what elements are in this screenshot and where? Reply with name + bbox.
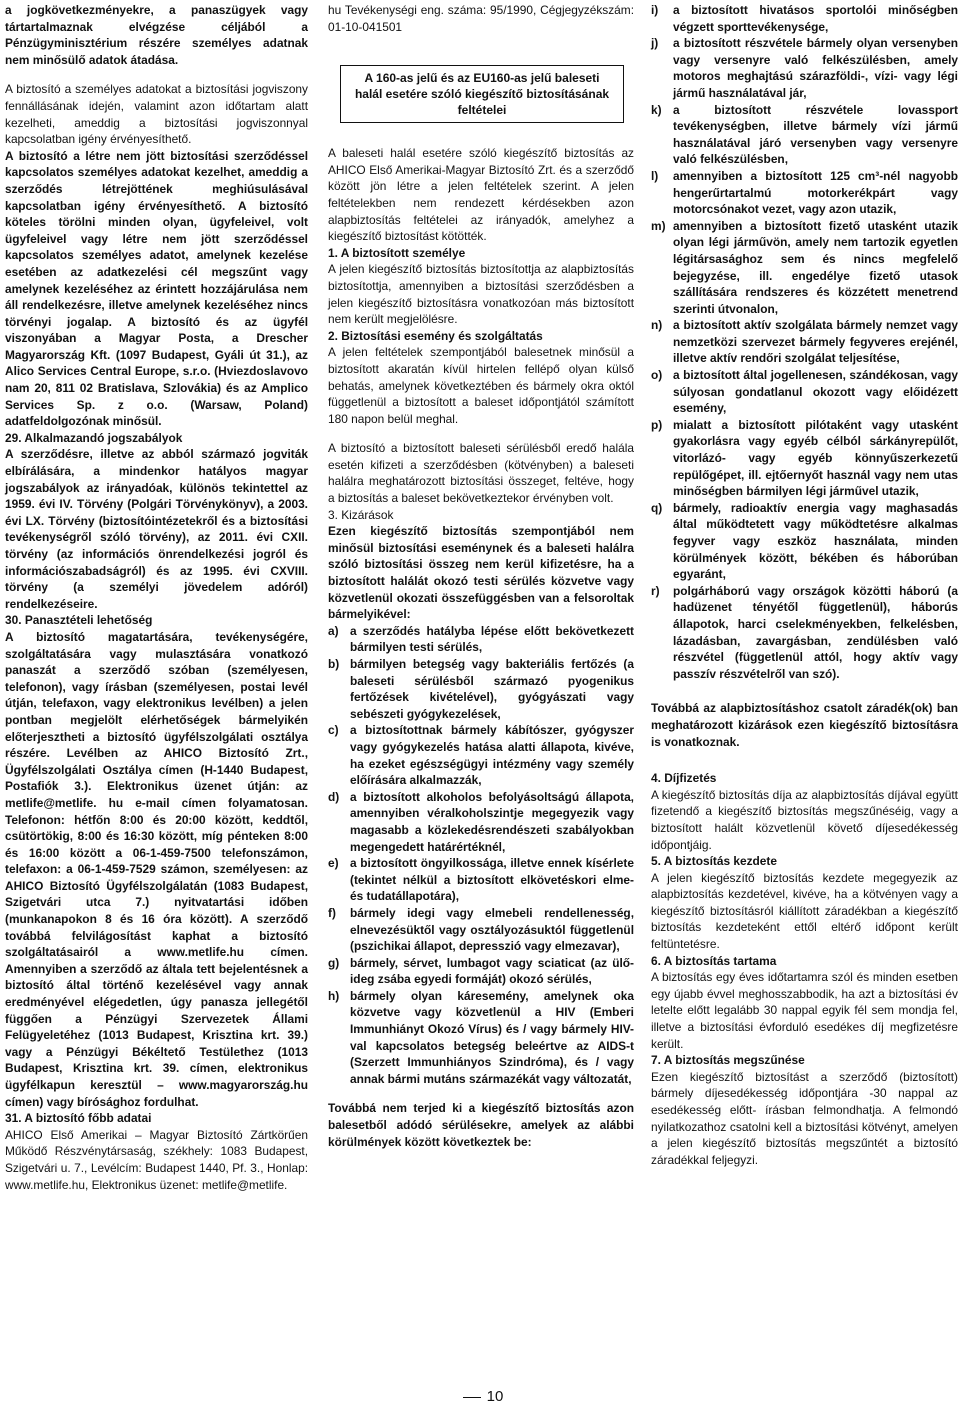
section-2-body-a: A jelen feltételek szempontjából balesetnek minősül a biztosított akaratán kívül hirtelen fellépő olyan külső behatás, amelynek következtében és bármely okra októl függetlenül a biztosított a baleset időpontjától számított 180 napon belül meghal. bbox=[328, 345, 634, 426]
section-3-heading: 3. Kizárások bbox=[328, 507, 394, 522]
registration-info: hu Tevékenységi eng. száma: 95/1990, Cégjegyzékszám: 01-10-041501 bbox=[328, 3, 634, 34]
intro-text: a jogkövetkezményekre, a panaszügyek vagy tártartalmaznak elvégzése céljából a Pénzügyminisztérium részére személyes adatnak nem minősülő adatok átadása. bbox=[5, 3, 308, 67]
data-deletion-body: A biztosító köteles törölni minden olyan, ügyfeleivel, volt ügyfeleivel vagy létre nem jött szerződéssel kapcsolatos személyes adatot, amelynek kezelése esetében az adatkezelési cél megszűnt vagy amelynek kezeléséhez az érintett hozzájárulása nem áll rendelkezésre, illetve amelynek kezeléséhez nincs törvényi jogalap. A biztosító és az ügyfél viszonyában a Magyar Posta, a Drescher Magyarország Kft. (1097 Budapest, Gyáli út 31.), az Alico Services Central Europe, s.r.o. (Hviezdoslavovo nam 20, 811 02 Bratislava, Szlovákia) és az Amplico Services Sp. z o.o. (Warsaw, Poland) adatfeldolgozónak minősül. bbox=[5, 198, 308, 429]
exclusions-list-i-r bbox=[651, 2, 958, 682]
section-7-heading: 7. A biztosítás megszűnése bbox=[651, 1053, 805, 1068]
section-2-body-b: A biztosító a biztosított baleseti sérülésből eredő halála esetén kifizeti a szerződésben (kötvényben) a baleseti halálra meghatározott biztosítási összeget, feltéve, hogy a biztosítás a baleset bekövetkeztekor érvényben volt. bbox=[328, 441, 634, 506]
section-4-body: A kiegészítő biztosítás díja az alapbiztosítás díjával együtt fizetendő a kiegészítő biztosítás megszűnéséig, vagy a biztosított halált közvetlenül követő díjesedékesség időpontjáig. bbox=[651, 787, 958, 852]
list-item: b) bármilyen betegség vagy bakteriális fertőzés (a baleseti sérülésből származó pyogenikus fertőzések kivételével), gyógyászati vagy sebészeti gyógykezelések, bbox=[328, 657, 634, 721]
page-number-dash bbox=[463, 1397, 481, 1398]
page-number bbox=[0, 1388, 960, 1406]
intro-paragraph: A baleseti halál esetére szóló kiegészítő biztosítás az AHICO Első Amerikai-Magyar Biztosító Zrt. és a szerződő között jön létre a jelen feltételek szerint. A jelen feltételekben nem rendezett kérdésekben azon alapbiztosítás feltételei az irányadók, amelyhez a kiegészítő biztosítást kötötték. bbox=[328, 146, 634, 244]
title-box bbox=[340, 65, 624, 123]
section-30-heading: 30. Panasztételi lehetőség bbox=[5, 613, 153, 628]
section-29-body: A szerződésre, illetve az abból származó jogviták elbírálására, a mindenkor hatályos magyar jogszabályok az irányadóak, különös tekintettel az 1959. évi IV. Törvény (Polgári Törvénykönyv), a 2003. évi LX. Törvény (biztosítóintézetekről és a biztosítási tevékenységről szóló törvény), az 2011. évi CXII. törvény (az információs önrendelkezési jogról és információszabadságról) és az 1995. évi CXVIII. törvény (a személyi jövedelem adóról) rendelkezéseire. bbox=[5, 447, 308, 611]
section-4-heading: 4. Díjfizetés bbox=[651, 771, 717, 786]
section-2-heading: 2. Biztosítási esemény és szolgáltatás bbox=[328, 328, 543, 343]
section-5-heading: 5. A biztosítás kezdete bbox=[651, 854, 777, 869]
list-item: a) a szerződés hatályba lépése előtt bekövetkezett bármilyen testi sérülés, bbox=[328, 623, 634, 655]
list-item: o) a biztosított által jogellenesen, szándékosan, vagy súlyosan gondatlanul okozott vagy előidézett esemény, bbox=[651, 368, 958, 416]
list-item: m) amennyiben a biztosított fizető utasként utazik olyan légi járművön, amely nem tartozik egyetlen légitársasághoz sem és nincs megfelelő bejegyzése, ill. engedélye fizető utasok szállítására rendszeres és közzétett menetrend szerinti útvonalon, bbox=[651, 218, 958, 316]
list-item: l) amennyiben a biztosított 125 cm³-nél nagyobb hengerűrtartalmú motorkerékpárt vagy motorcsónakot vezet, vagy azon utazik, bbox=[651, 168, 958, 217]
section-5-body: A jelen kiegészítő biztosítás kezdete megegyezik az alapbiztosítás kezdetével, kivéve, ha a kötvényen vagy a kiegészítő biztosításról kiállított záradékban a kiegészítő biztosítás kezdeteként ettől eltérő időpont került feltüntetésre. bbox=[651, 870, 958, 952]
list-item: h) bármely olyan káresemény, amelynek oka közvetve vagy közvetlenül a HIV (Emberi Immunhiányt Okozó Vírus) és / vagy bármely HIV-val kapcsolatos betegség beleértve az AIDS-t (Szerzett Immunhiányos Szindróma), és / vagy annak bármi mutáns származékát vagy változatát, bbox=[328, 988, 634, 1086]
data-deletion-paragraph bbox=[5, 148, 308, 430]
section-31-heading: 31. A biztosító főbb adatai bbox=[5, 1111, 152, 1126]
exclusions-outro: Továbbá nem terjed ki a kiegészítő biztosítás azon balesetből adódó sérülésekre, amelyek az alábbi körülmények között következtek be: bbox=[328, 1101, 634, 1149]
section-6-heading: 6. A biztosítás tartama bbox=[651, 953, 777, 968]
data-retention-paragraph: A biztosító a személyes adatokat a biztosítási jogviszony fennállásának idején, valamint azon időtartam alatt kezelheti, ameddig a biztosítási jogviszonnyal kapcsolatban igény érvényesíthető. bbox=[5, 82, 308, 147]
list-item: j) a biztosított részvétele bármely olyan versenyben vagy versenyre való felkészülésben, amely motoros meghajtású szárazföldi-, vízi- vagy légi jármű használatával jár, bbox=[651, 36, 958, 100]
list-item: p) mialatt a biztosított pilótaként vagy utasként gyakorlásra vagy egyéb célból sárkányrepülőt, vitorlázó- vagy egyéb könnyűszerkezetű repülőgépet, ill. ejtőernyőt használ vagy nem utas minőségben bármilyen légi járművel utazik, bbox=[651, 417, 958, 499]
section-6-body: A biztosítás egy éves időtartamra szól és minden esetben egy újabb évvel meghosszabbodik, ha azt a biztosítási év letelte előtt legalább 30 nappal egyik fél sem mondja fel, illetve a biztosítási évforduló esedékes díj megfizetésre került. bbox=[651, 970, 958, 1051]
exclusions-list-a-h bbox=[328, 623, 634, 1088]
list-item: g) bármely, sérvet, lumbagot vagy sciaticat (az ülő-ideg zsába egyedi formáját) okozó sérülés, bbox=[328, 955, 634, 987]
list-item: n) a biztosított aktív szolgálata bármely nemzet vagy nemzetközi szervezet bármely fegyveres erejénél, illetve aktív rendőri szolgálat teljesítése, bbox=[651, 318, 958, 366]
list-item: r) polgárháború vagy országok közötti háború (a hadüzenet tényétől függetlenül), háborús állapotok, harci cselekményekben, felkelésben, lázadásban, zavargásban, zendülésben való részvétel (függetlenül attól, hogy aktív vagy passzív részvételről van szó). bbox=[651, 583, 958, 681]
list-item: c) a biztosítottnak bármely kábítószer, gyógyszer vagy gyógykezelés hatása alatti állapota, kivéve, ha ezeket egészségügyi intézmény vagy személy előírására alkalmazzák, bbox=[328, 723, 634, 788]
section-3-body: Ezen kiegészítő biztosítás szempontjából nem minősül biztosítási eseménynek és a baleseti halálra szóló biztosítási összeg nem kerül kifizetésre, ha a biztosított halálát okozó testi sérülés közvetve vagy közvetlenül okozati összefüggésben van a felsoroltak bármelyikével: bbox=[328, 524, 634, 622]
section-1-body: A jelen kiegészítő biztosítás biztosítottja az alapbiztosítás biztosítottja, amennyiben a biztosítási szerződésben a jelen kiegészítő biztosításra vonatkozóan más biztosított nem került megjelölésre. bbox=[328, 262, 634, 327]
section-30-body: A biztosító magatartására, tevékenységére, szolgáltatására vagy mulasztására vonatkozó panaszát a szerződő szóban (személyesen, telefonon), vagy írásban (személyesen, postai levél útján, telefaxon, vagy elektronikus levélben) a jelen pontban megjelölt elérhetőségek bármelyikén előterjesztheti a biztosító ügyfélszolgálati osztálya részére. Levélben az AHICO Biztosító Zrt., Ügyfélszolgálati Osztálya címen (H-1440 Budapest, Postafiók 3.). Elektronikus üzenet útján: az metlife@metlife. hu e-mail címen folyamatosan. Telefonon: hétfőn 8:00 és 20:00 között, keddtől, csütörtökig, 8:00 és 16:30 között, míg pénteken 8:00 és 16:00 között a 06-1-459-7500 telefonszámon, telefaxon: a 06-1-459-7529 számon, személyesen: az AHICO Biztosító Ügyfélszolgálatán (1083 Budapest, Szigetvári utca 7.) nyitvatartási időben (munkanapokon 8 és 16 óra között). A szerződő továbbá felvilágosítást kaphat a biztosító szolgáltatásairól a www.metlife.hu címen. Amennyiben a szerződő az általa tett bejelentésnek a biztosító által történő kezelésével vagy annak eredményével elégedetlen, úgy panasza jellegétől függően a Pénzügyi Szervezetek Állami Felügyeletéhez (1013 Budapest, Krisztina krt. 39.) vagy a Pénzügyi Békéltető Testülethez (1013 Budapest, Krisztina krt. 39. címen, elektronikus ügyfélkapun keresztül – www.magyarország.hu címen) vagy bírósághoz fordulhat. bbox=[5, 629, 308, 1109]
section-31-body: AHICO Első Amerikai – Magyar Biztosító Zártkörűen Működő Részvénytársaság, székhely: 1083 Budapest, Szigetvári u. 7., Levélcím: Budapest 1440, Pf. 3., Honlap: www.metlife.hu, Elektronikus üzenet: metlife@metlife. bbox=[5, 1127, 308, 1192]
column-middle bbox=[328, 2, 634, 1150]
list-item: d) a biztosított alkoholos befolyásoltságú állapota, amennyiben véralkoholszintje megegyezik vagy magasabb a közlekedésrendészeti szabályokban megengedett határértéknél, bbox=[328, 789, 634, 854]
page-number-value: 10 bbox=[486, 1388, 504, 1405]
section-1-heading: 1. A biztosított személye bbox=[328, 245, 466, 260]
column-left bbox=[5, 2, 308, 1193]
list-item: e) a biztosított öngyilkossága, illetve ennek kísérlete (tekintet nélkül a biztosított elkövetéskori elme- és tudatállapotára), bbox=[328, 856, 634, 904]
section-29-heading: 29. Alkalmazandó jogszabályok bbox=[5, 430, 183, 445]
list-item: k) a biztosított részvétele lovassport tevékenységben, illetve bármely vízi jármű használatával járó versenyben vagy versenyre való felkészülésben, bbox=[651, 102, 958, 167]
data-deletion-lead: A biztosító a létre nem jött biztosítási szerződéssel kapcsolatos személyes adatokat kezelhet, ameddig a szerződés létrejöttének meghiúsulásával kapcsolatban igény érvényesíthető. bbox=[5, 148, 308, 213]
list-item: f) bármely idegi vagy elmebeli rendellenesség, elnevezésüktől vagy osztályozásuktól függetlenül (pszichikai állapot, depresszió vagy elmezavar), bbox=[328, 905, 634, 954]
column-right bbox=[651, 2, 958, 1168]
list-item: i) a biztosított hivatásos sportolói minőségben végzett sporttevékenysége, bbox=[651, 3, 958, 34]
list-item: q) bármely, radioaktív energia vagy maghasadás által működtetett vagy működtetésre alkalmas fegyver vagy eszköz használata, minden körülmények között, békében és háborúban egyaránt, bbox=[651, 500, 958, 582]
supplementary-insurance-title: A 160-as jelű és az EU160-as jelű baleseti halál esetére szóló kiegészítő biztosításának feltételei bbox=[354, 71, 610, 118]
addendum-exclusions: Továbbá az alapbiztosításhoz csatolt záradék(ok) ban meghatározott kizárások ezen kiegészítő biztosításra is vonatkoznak. bbox=[651, 701, 958, 749]
section-7-body: Ezen kiegészítő biztosítást a szerződő (biztosított) bármely díjesedékesség időpontjára -30 nappal az esedékesség előtt- írásban felmondhatja. A felmondó nyilatkozathoz csatolni kell a biztosítási kötvényt, amelyen a jelen kiegészítő biztosítás megszűntét a biztosító záradékkal feljegyzi. bbox=[651, 1069, 958, 1167]
